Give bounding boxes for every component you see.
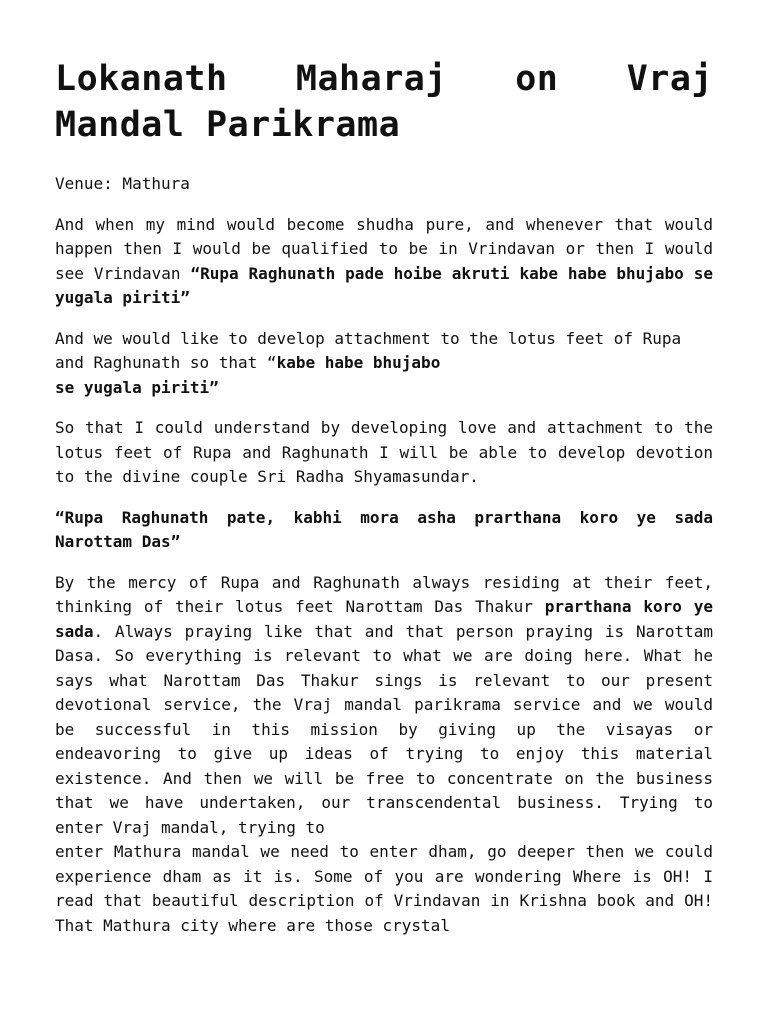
paragraph-2-bold-line-1: kabe habe bhujabo	[276, 353, 441, 372]
paragraph-4-bold-phrase: prarthana koro ye sada	[55, 597, 713, 641]
paragraph-1-text: And when my mind would become shudha pure, and whenever that would happen then I would be qualified to be in Vrindavan or then I would see Vrindavan	[55, 214, 713, 283]
quote-text: “Rupa Raghunath pate, kabhi mora asha prarthana koro ye sada Narottam Das”	[55, 507, 713, 551]
paragraph-2-bold-line-2: se yugala piriti”	[55, 377, 219, 397]
paragraph-3: So that I could understand by developing love and attachment to the lotus feet of Rupa and Raghunath I will be able to develop devotion to the divine couple Sri Radha Shyamasundar.	[55, 418, 713, 486]
paragraph-4-text-after: . Always praying like that and that person praying is Narottam Dasa. So everything is relevant to what we are doing here. What he says what Narottam Das Thakur sings is relevant to our present devotional service, the Vraj mandal parikrama service and we would be successful in this mission by giving up the visayas or endeavoring to give up ideas of trying to enjoy this material existence. And then we will be free to concentrate on the business that we have undertaken, our transcendental business. Trying to enter Vraj mandal, trying to	[55, 621, 713, 837]
paragraph-2-text: And we would like to develop attachment to the lotus feet of Rupa and Raghunath so that “	[55, 328, 682, 372]
paragraph-1-bold-quote: “Rupa Raghunath pade hoibe akruti kabe habe bhujabo se yugala piriti”	[55, 263, 713, 307]
paragraph-5: enter Mathura mandal we need to enter dham, go deeper then we could experience dham as it is. Some of you are wondering Where is OH! I read that beautiful description of Vrindavan in Krishna book and OH! That Mathura city where are those crystal	[55, 842, 713, 935]
paragraph-4-text-before: By the mercy of Rupa and Raghunath always residing at their feet, thinking of their lotus feet Narottam Das Thakur	[55, 572, 713, 616]
paragraph-2	[55, 327, 713, 401]
paragraph-1	[55, 213, 713, 311]
venue-line: Venue: Mathura	[55, 174, 190, 193]
page-title: Lokanath Maharaj on Vraj Mandal Parikrama	[55, 59, 713, 145]
paragraph-4	[55, 571, 713, 841]
quote-block	[55, 506, 713, 555]
